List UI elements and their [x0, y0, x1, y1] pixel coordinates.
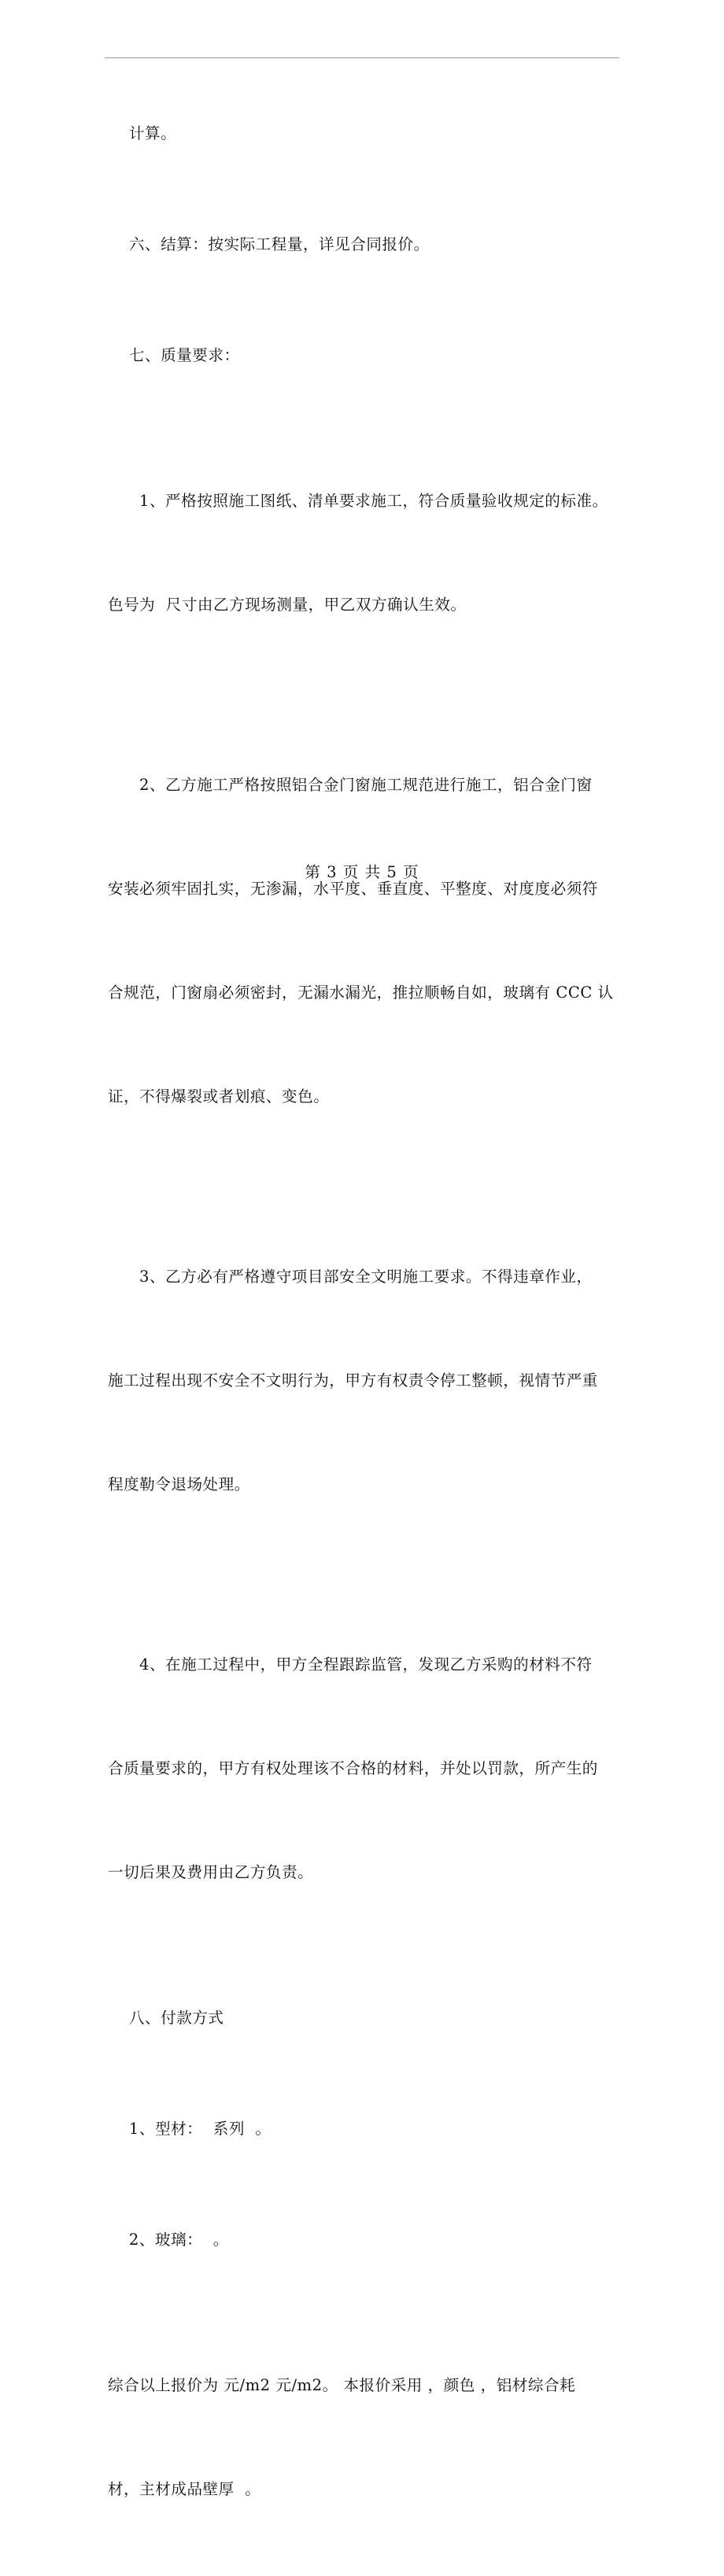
line: 1、型材： 系列 。: [128, 2120, 272, 2138]
paragraph-payment-1: [108, 2077, 622, 2181]
line: 1、严格按照施工图纸、清单要求施工，符合质量验收规定的标准。: [139, 492, 608, 510]
line: 施工过程出现不安全不文明行为，甲方有权责令停工整顿，视情节严重: [108, 1371, 598, 1389]
line: 2、乙方施工严格按照铝合金门窗施工规范进行施工，铝合金门窗: [139, 776, 593, 794]
header-rule: [105, 57, 619, 58]
paragraph-quality-3: [108, 1190, 622, 1571]
paragraph-quality-1: [108, 415, 622, 692]
paragraph-quality-4: [108, 1578, 622, 1959]
line: 2、玻璃： 。: [128, 2231, 229, 2249]
line: 八、付款方式: [128, 2009, 224, 2027]
line: 七、质量要求：: [128, 346, 240, 364]
paragraph-settlement: [108, 193, 622, 297]
line: 4、在施工过程中，甲方全程跟踪监管，发现乙方采购的材料不符: [139, 1655, 593, 1674]
line: 证，不得爆裂或者划痕、变色。: [108, 1087, 330, 1105]
line: 色号为 尺寸由乙方现场测量，甲乙双方确认生效。: [108, 596, 467, 614]
line: 计算。: [128, 124, 177, 142]
paragraph-payment-2: [108, 2188, 622, 2292]
line: 六、结算：按实际工程量，详见合同报价。: [128, 235, 430, 253]
line: 安装必须牢固扎实，无渗漏，水平度、垂直度、平整度、对度度必须符: [108, 880, 598, 898]
paragraph-summary: [108, 2299, 622, 2576]
line: 合规范，门窗扇必须密封，无漏水漏光，推拉顺畅自如，玻璃有 CCC 认: [108, 984, 614, 1002]
page-number: 第 3 页 共 5 页: [305, 863, 419, 881]
paragraph-continuation: [108, 82, 622, 186]
line: 3、乙方必有严格遵守项目部安全文明施工要求。不得违章作业，: [139, 1268, 593, 1286]
paragraph-quality-2: [108, 699, 622, 1183]
paragraph-payment-heading: [108, 1966, 622, 2070]
line: 一切后果及费用由乙方负责。: [108, 1863, 314, 1881]
line: 合质量要求的，甲方有权处理该不合格的材料，并处以罚款，所产生的: [108, 1759, 598, 1777]
line: 材，主材成品壁厚 。: [108, 2480, 261, 2498]
line: 程度勒令退场处理。: [108, 1475, 250, 1493]
line: 综合以上报价为 元/m2 元/m2。 本报价采用 ，颜色 ，铝材综合耗: [108, 2376, 576, 2394]
document-body: [108, 82, 622, 2576]
paragraph-quality-heading: [108, 304, 622, 408]
